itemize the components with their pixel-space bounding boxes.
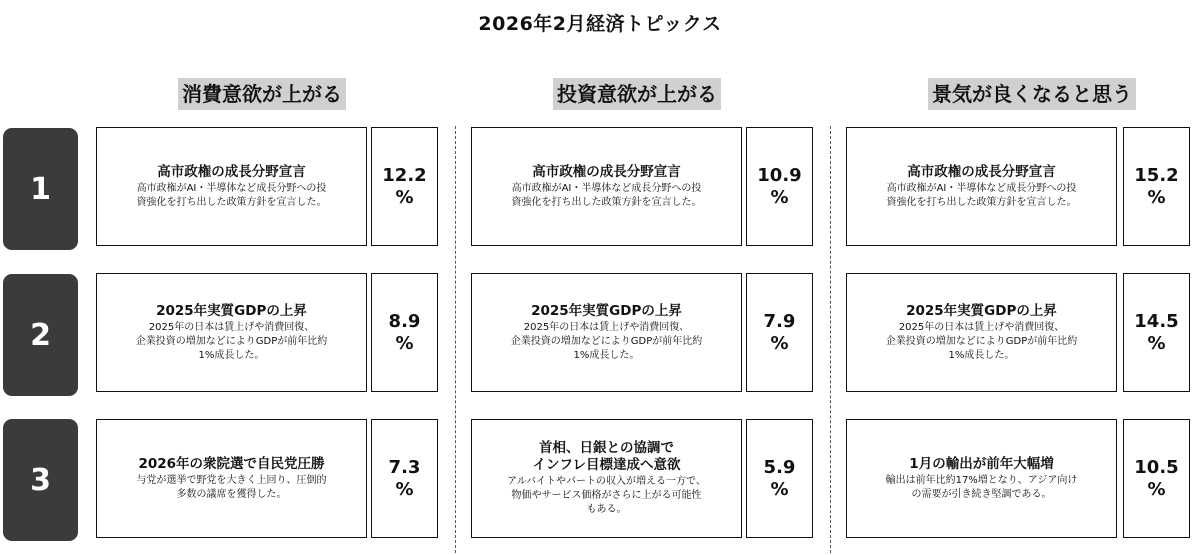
topic-description: 輸出は前年比約17%増となり、アジア向け の需要が引き続き堅調である。 xyxy=(885,474,1078,500)
percentage-box xyxy=(746,419,813,538)
percentage-value: 7.9 xyxy=(763,310,796,332)
percentage-value: 12.2 xyxy=(382,164,427,186)
percentage-value: 5.9 xyxy=(763,456,796,478)
percentage-unit: % xyxy=(1147,186,1166,208)
topic-description: 与党が選挙で野党を大きく上回り、圧倒的 多数の議席を獲得した。 xyxy=(136,474,327,500)
percentage-value: 14.5 xyxy=(1134,310,1179,332)
topic-card xyxy=(846,273,1117,392)
topic-description: 高市政権がAI・半導体など成長分野への投 資強化を打ち出した政策方針を宣言した。 xyxy=(136,182,327,208)
topic-title: 高市政権の成長分野宣言 xyxy=(157,163,306,180)
topic-title: 2025年実質GDPの上昇 xyxy=(906,302,1057,319)
percentage-box xyxy=(1123,273,1190,392)
topic-description: 2025年の日本は賃上げや消費回復、 企業投資の増加などによりGDPが前年比約 1%成長した。 xyxy=(885,321,1078,361)
topic-card xyxy=(96,273,367,392)
percentage-box xyxy=(1123,127,1190,246)
topic-description: 2025年の日本は賃上げや消費回復、 企業投資の増加などによりGDPが前年比約 1%成長した。 xyxy=(135,321,328,361)
percentage-box xyxy=(1123,419,1190,538)
column-header: 投資意欲が上がる xyxy=(553,78,721,110)
percentage-unit: % xyxy=(395,478,414,500)
topic-title: 2026年の衆院選で自民党圧勝 xyxy=(138,455,325,472)
topic-card xyxy=(846,419,1117,538)
topic-description: 高市政権がAI・半導体など成長分野への投 資強化を打ち出した政策方針を宣言した。 xyxy=(511,182,702,208)
topic-card xyxy=(471,127,742,246)
percentage-unit: % xyxy=(770,186,789,208)
topic-description: 2025年の日本は賃上げや消費回復、 企業投資の増加などによりGDPが前年比約 1%成長した。 xyxy=(510,321,703,361)
percentage-box xyxy=(371,419,438,538)
percentage-box xyxy=(371,273,438,392)
percentage-unit: % xyxy=(770,332,789,354)
rank-badge: 3 xyxy=(3,419,78,541)
percentage-unit: % xyxy=(395,332,414,354)
topic-card xyxy=(471,273,742,392)
percentage-value: 10.9 xyxy=(757,164,802,186)
column-header: 景気が良くなると思う xyxy=(928,78,1136,110)
percentage-box xyxy=(746,273,813,392)
topic-title: 1月の輸出が前年大幅増 xyxy=(909,455,1054,472)
percentage-box xyxy=(746,127,813,246)
topic-title: 2025年実質GDPの上昇 xyxy=(156,302,307,319)
percentage-value: 7.3 xyxy=(388,456,421,478)
percentage-value: 8.9 xyxy=(388,310,421,332)
percentage-value: 15.2 xyxy=(1134,164,1179,186)
topic-card xyxy=(96,419,367,538)
topic-card xyxy=(846,127,1117,246)
rank-badge: 1 xyxy=(3,128,78,250)
topic-title: 高市政権の成長分野宣言 xyxy=(907,163,1056,180)
topic-title: 高市政権の成長分野宣言 xyxy=(532,163,681,180)
percentage-value: 10.5 xyxy=(1134,456,1179,478)
page-title: 2026年2月経済トピックス xyxy=(478,13,722,35)
column-divider xyxy=(455,126,456,553)
percentage-box xyxy=(371,127,438,246)
topic-card xyxy=(96,127,367,246)
topic-description: アルバイトやパートの収入が増える一方で、 物価やサービス価格がさらに上がる可能性 もある。 xyxy=(507,476,706,515)
rank-badge: 2 xyxy=(3,274,78,396)
percentage-unit: % xyxy=(1147,332,1166,354)
percentage-unit: % xyxy=(395,186,414,208)
topic-card xyxy=(471,419,742,538)
topic-description: 高市政権がAI・半導体など成長分野への投 資強化を打ち出した政策方針を宣言した。 xyxy=(886,182,1077,208)
percentage-unit: % xyxy=(1147,478,1166,500)
topic-title: 2025年実質GDPの上昇 xyxy=(531,302,682,319)
topic-title: 首相、日銀との協調で インフレ目標達成へ意欲 xyxy=(532,440,681,473)
percentage-unit: % xyxy=(770,478,789,500)
column-header: 消費意欲が上がる xyxy=(178,78,346,110)
column-divider xyxy=(830,126,831,553)
